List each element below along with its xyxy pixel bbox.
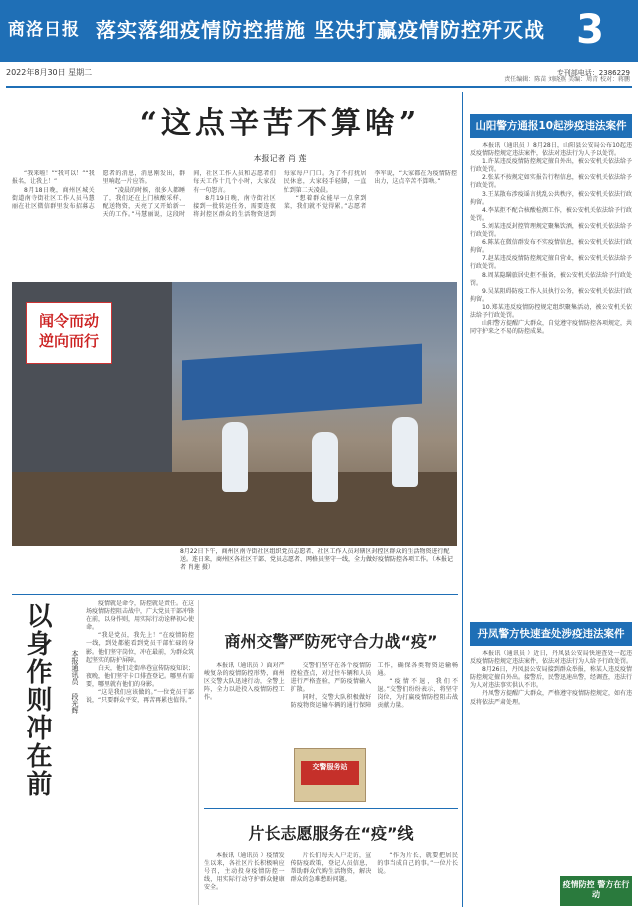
paragraph: “我来啦！”“我可以！”“我报名，让我上！” <box>12 170 95 186</box>
photo-overlay-label <box>26 302 112 364</box>
issue-date: 2022年8月30日 星期二 <box>6 68 93 77</box>
photo-label-line: 逆向而行 <box>38 332 99 350</box>
column-divider <box>462 92 463 907</box>
paragraph: “作为片长，就要把居民的事当成自己的事。”一位片长说。 <box>377 852 458 876</box>
vertical-byline: 本报通讯员 段光辉 <box>71 650 79 714</box>
department-phone: 专刊部电话：2386229 <box>556 69 630 77</box>
divider <box>204 808 458 809</box>
paragraph: “疫情不退，我们不退。”交警们纷纷表示，将坚守岗位，为打赢疫情防控阻击战贡献力量。 <box>377 678 458 710</box>
paragraph: 3.王某散布涉疫谣言扰乱公共秩序，被公安机关依法行政拘留。 <box>470 190 632 206</box>
police-banner: 疫情防控 警方在行动 <box>560 876 632 906</box>
paragraph: 本报讯（通讯员 ）面对严峻复杂的疫情防控形势，商州区交警大队迅速行动，全警上阵，全力以赴投入疫情防控工作。 <box>204 662 285 702</box>
middle-bottom-body <box>204 852 458 908</box>
photo-worker <box>392 417 418 487</box>
paragraph: “这是我们应该做的。”一位党员干部说，“只要群众平安，再苦再累也值得。” <box>86 689 194 705</box>
masthead <box>0 0 638 62</box>
paragraph: 2.张某不按规定如实报告行程信息，被公安机关依法给予行政处罚。 <box>470 174 632 190</box>
paragraph: 8月18日晚，商州区城关街道南寺街社区工作人员马慧丽在社区微信群里发布招募志愿者的消息，消息刚发出，群里响起一片应答。 <box>12 170 186 211</box>
photo-worker <box>312 432 338 502</box>
photo-tent <box>182 344 422 421</box>
paragraph: 6.陈某在微信群发布不实疫情信息，被公安机关依法行政拘留。 <box>470 239 632 255</box>
paragraph: “凌晨的时候，很多人都睡了，我们还在上门核酸采样、配送物资，天亮了又开始新一天的工作。”马慧丽说，这段时间，社区工作人员和志愿者们每天工作十几个小时，大家没有一句怨言。 <box>102 170 276 219</box>
paragraph: 本报讯（通讯员 ）近日，丹凤县公安局快速查处一起违反疫情防控规定违法案件，依法对违法行为人给予行政处罚。 <box>470 650 632 666</box>
paragraph: 山阳警方提醒广大群众，自觉遵守疫情防控各项规定，共同守护来之不易的防控成果。 <box>470 320 632 336</box>
news-photo <box>12 282 457 546</box>
paragraph: 丹凤警方提醒广大群众，严格遵守疫情防控规定，如有违反将依法严肃处理。 <box>470 690 632 706</box>
paragraph: “我是党员，我先上！”在疫情防控一线，到处都能看到党员干部忙碌的身影。他们坚守岗位，冲在最前，为群众筑起坚实的防护屏障。 <box>86 632 194 664</box>
middle-top-headline: 商州交警严防死守合力战“疫” <box>224 632 438 651</box>
paragraph: 5.刘某违反封控管理规定聚集饮酒，被公安机关依法给予行政处罚。 <box>470 222 632 239</box>
paragraph: 8月26日，丹凤县公安局接到群众举报，称某人违反疫情防控规定擅自外出。接警后，民警迅速出警，经调查，违法行为人对违法事实供认不讳。 <box>470 666 632 690</box>
page-number: 3 <box>576 7 604 53</box>
paragraph: 片长们每天入户走访，宣传防疫政策，登记人员信息，帮助群众代购生活物资，解决群众的急难愁盼问题。 <box>290 852 372 884</box>
paragraph: 8.周某隐瞒旅居史拒不报备，被公安机关依法给予行政处罚。 <box>470 271 632 287</box>
paragraph: “想着群众能早一点拿到菜，我们就不觉得累。”志愿者李军说，“大家都在为疫情防控出力，这点辛苦不算啥。” <box>283 170 457 211</box>
paragraph: 8月19日晚，南寺街社区接到一批转运任务，需要连夜将封控区群众的生活物资送到每家每户门口。为了不打扰居民休息，大家轻手轻脚，一直忙到第二天凌晨。 <box>193 170 367 219</box>
paragraph: 交警们坚守在各个疫情防控检查点，对过往车辆和人员进行严格查验，严防疫情输入扩散。 <box>290 662 372 694</box>
photo-label-line: 闻令而动 <box>38 312 99 330</box>
main-byline: 本报记者 肖 莲 <box>253 154 307 163</box>
paragraph: 9.吴某阻碍防疫工作人员执行公务，被公安机关依法行政拘留。 <box>470 287 632 303</box>
paragraph: 10.郑某违反疫情防控规定组织聚集活动，被公安机关依法给予行政处罚。 <box>470 303 632 319</box>
paragraph: 本报讯（通讯员 ）疫情发生以来，各社区片长积极响应号召，主动投身疫情防控一线，用实际行动守护群众健康安全。 <box>204 852 285 892</box>
paragraph: 疫情就是命令，防控就是责任。在这场疫情防控阻击战中，广大党员干部冲锋在前，以身作则，用实际行动诠释初心使命。 <box>86 600 194 632</box>
right-top-body <box>470 142 632 612</box>
column-divider <box>198 600 199 905</box>
paragraph: 同时，交警大队积极做好防疫物资运输车辆的通行保障工作，确保各类物资运输畅通。 <box>290 662 458 710</box>
middle-bottom-headline: 片长志愿服务在“疫”线 <box>248 824 414 843</box>
paragraph: 本报讯（通讯员 ）8月28日，山阳县公安局公布10起违反疫情防控规定违法案件，依法对违法行为人予以处罚。 <box>470 142 632 158</box>
right-top-headline: 山阳警方通报10起涉疫违法案件 <box>470 114 632 138</box>
newspaper-logo: 商洛日报 <box>8 20 80 40</box>
paragraph: 1.许某违反疫情防控规定擅自外出，被公安机关依法给予行政处罚。 <box>470 158 632 174</box>
right-bottom-headline: 丹凤警方快速查处涉疫违法案件 <box>470 622 632 646</box>
photo-caption: 8月22日下午，商州区南寺街社区组织党员志愿者、社区工作人员对辖区封控区群众的生活物资进行配送。连日来，商州区各社区干部、党员志愿者、网格员坚守一线，全力做好疫情防控各项工作。（本报记者 肖莲 摄） <box>180 548 454 571</box>
header-rule <box>6 86 632 88</box>
paragraph: 4.李某拒不配合核酸检测工作，被公安机关依法给予行政处罚。 <box>470 206 632 222</box>
divider <box>12 594 458 595</box>
left-article-body <box>86 600 194 905</box>
right-bottom-body <box>470 650 632 850</box>
masthead-slogan: 落实落细疫情防控措施 坚决打赢疫情防控歼灭战 <box>96 18 545 42</box>
vertical-headline: 以身作则冲在前 <box>22 602 52 798</box>
paragraph: 7.赵某违反疫情防控规定擅自营业，被公安机关依法给予行政处罚。 <box>470 255 632 271</box>
main-article-body <box>12 170 457 280</box>
traffic-police-photo <box>294 748 366 802</box>
editor-credits: 责任编辑：陈苗 刘晓燕 美编：周青 校对：蒋鹏 <box>504 76 630 83</box>
photo-worker <box>222 422 248 492</box>
main-headline: “这点辛苦不算啥” <box>139 106 421 141</box>
paragraph: 白天，他们走街串巷宣传防疫知识；夜晚，他们坚守卡口排查登记。哪里有需要，哪里就有他们的身影。 <box>86 664 194 688</box>
service-station-sign: 交警服务站 <box>301 761 359 785</box>
